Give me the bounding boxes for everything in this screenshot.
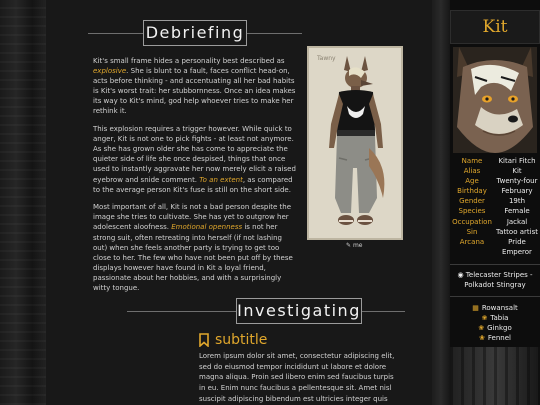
paw-icon: ❀ [481, 314, 488, 322]
paragraph-1-pre: Kit's small frame hides a personality best described as [93, 57, 285, 65]
investigating-heading [236, 298, 362, 324]
info-row [450, 176, 540, 186]
character-name-title: Kit [450, 10, 540, 44]
info-key: Birthday [457, 187, 487, 196]
info-key: Age [465, 177, 479, 186]
family-list [450, 303, 540, 343]
family-item[interactable] [450, 333, 540, 343]
info-key: Alias [463, 167, 481, 176]
emphasis-to-an-extent: To an extent [199, 175, 243, 184]
paragraph-2 [93, 124, 297, 195]
family-name: Fennel [487, 334, 511, 342]
paragraph-3-post: is not her strong suit, often retreating into herself (if not lashing out) when she feels another party is trying to get too close to her. The few who have not been put off by these displays however have found in Kit a loyal friend, passionate about her hobbies, and with a surprisingly witty tongue. [93, 223, 293, 292]
sidebar-background-image [450, 347, 540, 405]
info-row [450, 186, 540, 196]
info-row [450, 196, 540, 206]
debriefing-heading [143, 20, 247, 46]
divider [450, 264, 540, 265]
info-key: Species [458, 207, 486, 216]
paragraph-3 [93, 202, 297, 293]
info-key: Occupation [452, 217, 492, 226]
jackal-character-illustration [309, 48, 401, 238]
character-sidebar [450, 0, 540, 405]
paragraph-1-post: . She is blunt to a fault, faces conflict head-on, acts before thinking - and accentuating all her bad habits is Kit's worst trait: her stubbornness. Once an idea makes its way to Kit's mind, god help whoever tries to make her rethink it. [93, 67, 296, 116]
paragraph-2-pre: This explosion requires a trigger however. While quick to anger, Kit is not one to pick fights - at least not anymore. As she has grown older she has come to appreciate the quieter side of life she once despised, things that once used to instantly aggravate her now merely elicit a raised eyebrow and snide comment. [93, 125, 296, 184]
divider [450, 296, 540, 297]
music-link-line1: Telecaster Stripes - [465, 271, 533, 279]
paragraph-2-post: , as compared to the average person Kit's fuse is still on the short side. [93, 175, 293, 194]
music-link-box [450, 270, 540, 290]
info-value: Twenty-four [496, 177, 538, 186]
paragraph-3-pre: Most important of all, Kit is not a bad person despite the image she tries to cultivate. She has yet to outgrow her adolescent aloofness. [93, 203, 292, 232]
music-link[interactable] [450, 270, 540, 290]
music-disc-icon: ◉ [457, 271, 464, 279]
paragraph-1 [93, 56, 297, 117]
background-right-strip [432, 0, 450, 405]
debriefing-text [93, 56, 297, 301]
bookmark-icon [198, 333, 210, 347]
investigating-text: Lorem ipsum dolor sit amet, consectetur adipiscing elit, sed do eiusmod tempor incididunt ut labore et dolore magna aliqua. Proin sed libero enim sed faucibus turpis in eu. Enim nunc faucibus a pellentesque sit. Amet nisl suscipit adipiscing bibendum est ultricies integer quis [199, 352, 395, 403]
info-key: Name [461, 157, 483, 165]
main-content [46, 0, 432, 405]
info-row [450, 217, 540, 227]
info-key: Arcana [459, 237, 485, 246]
subtitle [198, 332, 267, 348]
info-value: Jackal [506, 217, 528, 226]
family-item[interactable] [450, 303, 540, 313]
family-name: Ginkgo [487, 324, 512, 332]
character-portrait [307, 46, 403, 240]
character-info-table [450, 156, 540, 257]
character-avatar [453, 47, 537, 153]
debriefing-heading-text: Debriefing [145, 23, 245, 42]
info-row [450, 166, 540, 176]
paw-icon: ❀ [479, 334, 485, 342]
info-row [450, 156, 540, 166]
info-row [450, 227, 540, 237]
info-value: Kit [512, 167, 522, 176]
paw-icon: ❀ [478, 324, 485, 332]
info-value: February [501, 187, 533, 196]
emphasis-explosive: explosive [93, 67, 127, 76]
pen-icon: ✎ [346, 242, 352, 249]
info-row [450, 237, 540, 247]
info-value: Emperor [502, 247, 532, 256]
portrait-caption [346, 242, 363, 249]
family-item[interactable] [450, 323, 540, 333]
portrait-caption-text: me [352, 242, 363, 249]
family-name: Tabia [490, 314, 509, 322]
info-value: Kitari Fitch [498, 157, 536, 165]
jackal-avatar-illustration [453, 47, 537, 153]
family-icon: ▦ [472, 304, 479, 312]
info-value: Tattoo artist [496, 227, 538, 236]
family-item[interactable] [450, 313, 540, 323]
background-left [0, 0, 46, 405]
portrait-label: Tawny [317, 55, 336, 62]
info-key: Sin [466, 227, 478, 236]
info-row [450, 206, 540, 216]
info-key [450, 247, 494, 257]
info-key: Gender [459, 197, 485, 206]
emphasis-emotional-openness: Emotional openness [171, 223, 243, 232]
info-value: 19th [508, 197, 526, 206]
info-row [450, 247, 540, 257]
investigating-heading-text: Investigating [237, 301, 361, 320]
info-value: Pride [508, 237, 526, 246]
family-name: Rowansalt [481, 304, 518, 312]
music-link-line2: Polkadot Stingray [464, 281, 526, 289]
subtitle-text: subtitle [215, 332, 268, 348]
info-value: Female [504, 207, 530, 216]
